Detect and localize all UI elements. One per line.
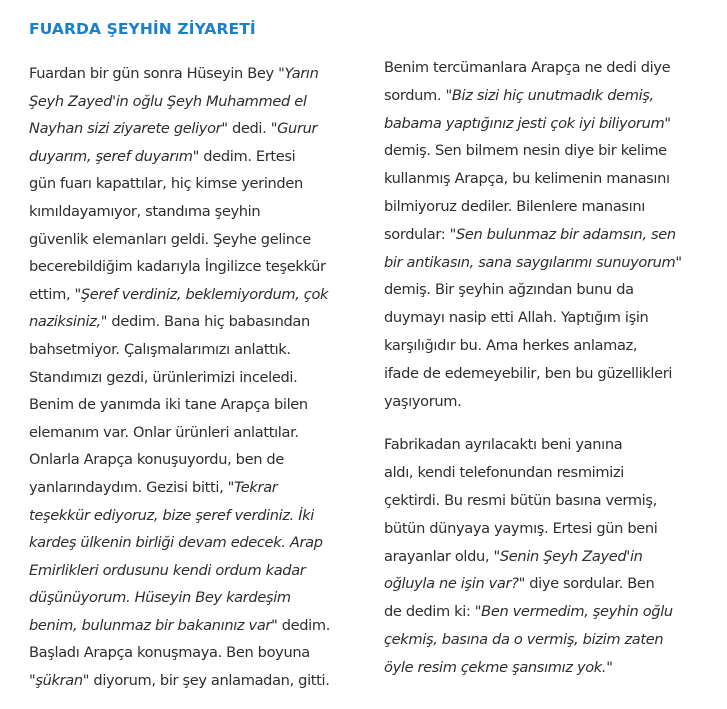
text-run: ettim, ": [29, 285, 81, 303]
paragraph: [384, 54, 726, 415]
text-line: [29, 584, 374, 612]
text-run: elemanım var. Onlar ürünleri anlattılar.: [29, 423, 299, 441]
italic-quote: Gurur: [277, 120, 318, 138]
italic-quote: oğluyla ne işin var?: [384, 575, 519, 593]
text-line: [29, 115, 374, 143]
text-run: ": [664, 114, 671, 132]
text-line: [29, 612, 374, 640]
text-run: kullanmış Arapça, bu kelimenin manasını: [384, 170, 670, 188]
text-run: ifade de edemeyebilir, ben bu güzellikleri: [384, 364, 673, 382]
paragraph: [384, 431, 726, 681]
text-line: [384, 137, 726, 165]
text-line: [384, 82, 726, 110]
text-line: [384, 459, 726, 487]
text-run: ": [606, 658, 613, 676]
text-line: [29, 667, 374, 695]
text-run: gün fuarı kapattılar, hiç kimse yerinden: [29, 175, 303, 193]
text-line: [29, 60, 374, 88]
italic-quote: öyle resim çekme şansımız yok.: [384, 658, 607, 676]
text-run: Fuardan bir gün sonra Hüseyin Bey ": [29, 65, 285, 82]
text-line: [384, 332, 726, 360]
text-line: [384, 165, 726, 193]
text-line: [29, 170, 374, 198]
text-run: Benim tercümanlara Arapça ne dedi diye: [384, 59, 671, 76]
text-line: [384, 626, 726, 654]
text-line: [29, 281, 374, 309]
text-run: Benim de yanımda iki tane Arapça bilen: [29, 396, 308, 414]
text-line: [384, 654, 726, 682]
text-run: ": [29, 672, 36, 690]
italic-quote: benim, bulunmaz bir bakanınız var: [29, 616, 272, 634]
italic-quote: Yarın: [284, 65, 319, 82]
text-run: kımıldayamıyor, standıma şeyhin: [29, 202, 261, 220]
italic-quote: Senin Şeyh Zayed'in: [499, 547, 643, 565]
italic-quote: Sen bulunmaz bir adamsın, sen: [455, 225, 676, 243]
text-line: [29, 639, 374, 667]
text-run: Onlarla Arapça konuşuyordu, ben de: [29, 451, 284, 469]
text-run: becerebildiğim kadarıyla İngilizce teşekkür: [29, 258, 326, 276]
text-line: [384, 221, 726, 249]
italic-quote: şükran: [35, 672, 83, 690]
text-run: Standımızı gezdi, ürünlerimizi inceledi.: [29, 368, 298, 386]
text-line: [29, 88, 374, 116]
italic-quote: Şeref verdiniz, beklemiyordum, çok: [80, 285, 329, 303]
text-line: [384, 515, 726, 543]
italic-quote: teşekkür ediyoruz, bize şeref verdiniz. İki: [29, 506, 314, 524]
text-line: [384, 304, 726, 332]
text-line: [29, 198, 374, 226]
text-run: " diyorum, bir şey anlamadan, gitti.: [82, 672, 330, 690]
text-line: [384, 388, 726, 416]
text-line: [384, 110, 726, 138]
text-run: bütün dünyaya yaymış. Ertesi gün beni: [384, 519, 658, 537]
paragraph: [29, 60, 374, 695]
text-run: de dedim ki: ": [384, 603, 482, 621]
text-line: [29, 557, 374, 585]
italic-quote: naziksiniz,: [29, 313, 101, 331]
text-run: demiş. Sen bilmem nesin diye bir kelime: [384, 142, 667, 160]
text-run: " diye sordular. Ben: [518, 575, 655, 593]
text-line: [384, 276, 726, 304]
italic-quote: Nayhan sizi ziyarete geliyor: [29, 120, 222, 138]
text-run: demiş. Bir şeyhin ağzından bunu da: [384, 281, 634, 299]
text-line: [29, 226, 374, 254]
text-run: ": [675, 253, 682, 271]
right-column: [384, 54, 726, 682]
italic-quote: Emirlikleri ordusunu kendi ordum kadar: [29, 561, 306, 579]
text-line: [29, 143, 374, 171]
text-run: " dedim. Bana hiç babasından: [100, 313, 310, 331]
text-line: [384, 598, 726, 626]
text-run: Fabrikadan ayrılacaktı beni yanına: [384, 436, 623, 454]
text-run: yanlarındaydım. Gezisi bitti, ": [29, 478, 235, 496]
text-run: arayanlar oldu, ": [384, 547, 500, 565]
text-line: [384, 360, 726, 388]
text-run: sordum. ": [384, 86, 452, 104]
text-line: [29, 446, 374, 474]
text-line: [29, 336, 374, 364]
italic-quote: babama yaptığınız jesti çok iyi biliyorum: [384, 114, 665, 132]
italic-quote: Ben vermedim, şeyhin oğlu: [481, 603, 673, 621]
paragraph-gap: [384, 415, 726, 431]
text-run: aldı, kendi telefonundan resmimizi: [384, 464, 624, 482]
text-line: [384, 54, 726, 82]
text-line: [29, 502, 374, 530]
text-line: [384, 487, 726, 515]
text-run: yaşıyorum.: [384, 392, 462, 410]
text-line: [384, 193, 726, 221]
text-run: çektirdi. Bu resmi bütün basına vermiş,: [384, 491, 657, 509]
italic-quote: düşünüyorum. Hüseyin Bey kardeşim: [29, 589, 291, 607]
text-line: [29, 308, 374, 336]
article-heading: FUARDA ŞEYHİN ZİYARETİ: [29, 20, 256, 38]
left-column: [29, 60, 374, 695]
italic-quote: duyarım, şeref duyarım: [29, 147, 193, 165]
text-run: karşılığıdır bu. Ama herkes anlamaz,: [384, 336, 638, 354]
italic-quote: kardeş ülkenin birliği devam edecek. Arap: [29, 534, 323, 552]
text-run: duymayı nasip etti Allah. Yaptığım işin: [384, 309, 649, 327]
text-line: [384, 249, 726, 277]
text-line: [384, 543, 726, 571]
text-line: [29, 364, 374, 392]
text-run: Başladı Arapça konuşmaya. Ben boyuna: [29, 644, 310, 662]
text-run: " dedi. ": [221, 120, 278, 138]
text-run: " dedim.: [271, 616, 331, 634]
italic-quote: Tekrar: [234, 478, 278, 496]
text-line: [384, 431, 726, 459]
text-line: [29, 529, 374, 557]
text-run: sordular: ": [384, 225, 456, 243]
text-run: " dedim. Ertesi: [192, 147, 296, 165]
italic-quote: çekmiş, basına da o vermiş, bizim zaten: [384, 630, 664, 648]
text-run: bilmiyoruz dediler. Bilenlere manasını: [384, 197, 645, 215]
text-line: [29, 253, 374, 281]
text-run: güvenlik elemanları geldi. Şeyhe gelince: [29, 230, 311, 248]
text-line: [384, 570, 726, 598]
italic-quote: Biz sizi hiç unutmadık demiş,: [451, 86, 654, 104]
italic-quote: bir antikasın, sana saygılarımı sunuyorum: [384, 253, 676, 271]
text-line: [29, 474, 374, 502]
italic-quote: Şeyh Zayed'in oğlu Şeyh Muhammed el: [29, 92, 307, 110]
text-line: [29, 391, 374, 419]
text-run: bahsetmiyor. Çalışmalarımızı anlattık.: [29, 340, 291, 358]
text-line: [29, 419, 374, 447]
